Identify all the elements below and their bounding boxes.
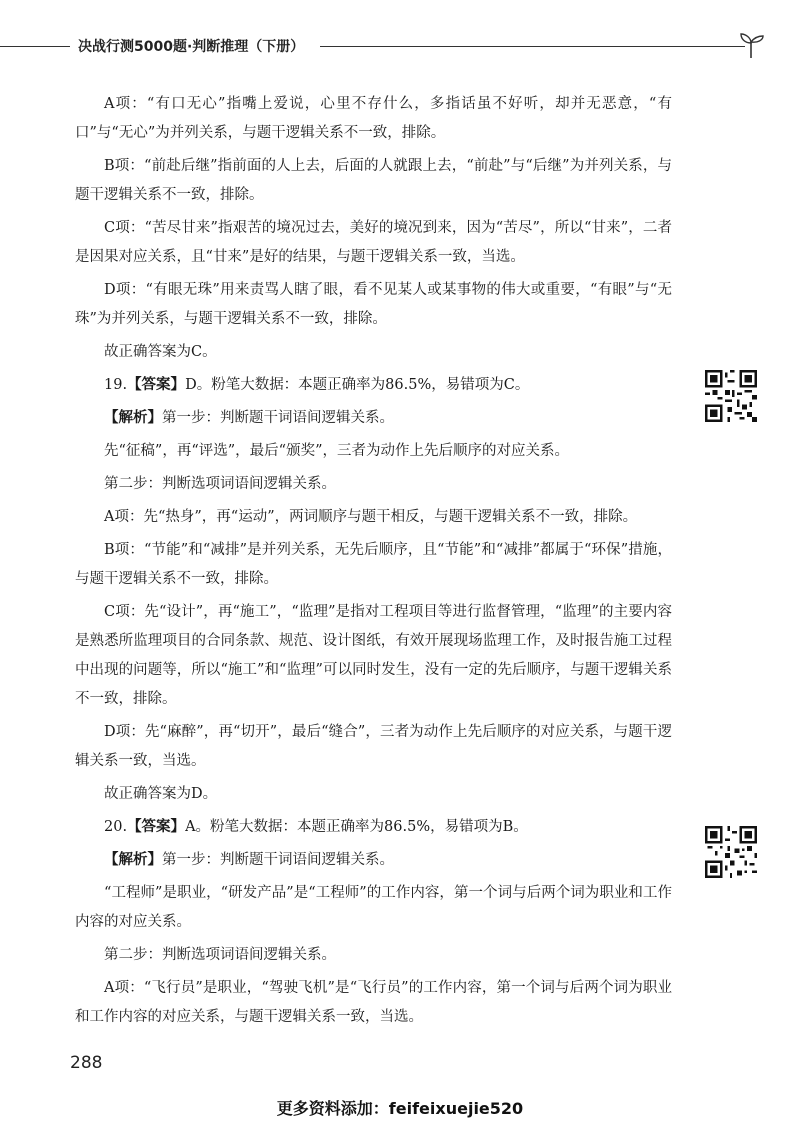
paragraph: C项：先“设计”，再“施工”，“监理”是指对工程项目等进行监督管理，“监理”的主要内容是熟悉所监理项目的合同条款、规范、设计图纸，有效开展现场监理工作，及时报告施工过程中出现的问题等，所以“施工”和“监理”可以同时发生，没有一定的先后顺序，与题干逻辑关系不一致，排除。 — [75, 604, 672, 707]
answer-label: 【答案】 — [127, 377, 186, 393]
paragraph: “工程师”是职业，“研发产品”是“工程师”的工作内容，第一个词与后两个词为职业和工作内容的对应关系。 — [75, 885, 672, 930]
header-rule-left — [0, 46, 70, 47]
analysis-step: 第一步：判断题干词语间逻辑关系。 — [162, 852, 394, 868]
page-number: 288 — [70, 1053, 103, 1073]
footer-note: 更多资料添加：feifeixuejie520 — [276, 1099, 524, 1118]
answer-text: A。粉笔大数据：本题正确率为86.5%，易错项为B。 — [185, 819, 528, 835]
paragraph: 第二步：判断选项词语间逻辑关系。 — [104, 476, 336, 492]
paragraph: D项：“有眼无珠”用来责骂人瞎了眼，看不见某人或某事物的伟大或重要，“有眼”与“无珠”为并列关系，与题干逻辑关系不一致，排除。 — [75, 282, 672, 327]
paragraph: 先“征稿”，再“评选”，最后“颁奖”，三者为动作上先后顺序的对应关系。 — [104, 443, 569, 459]
running-header — [0, 30, 800, 70]
answer-text: D。粉笔大数据：本题正确率为86.5%，易错项为C。 — [185, 377, 530, 393]
paragraph: C项：“苦尽甘来”指艰苦的境况过去，美好的境况到来，因为“苦尽”，所以“甘来”，二者是因果对应关系，且“甘来”是好的结果，与题干逻辑关系一致，当选。 — [75, 220, 672, 265]
question-number: 19. — [104, 377, 128, 393]
paragraph: A项：“飞行员”是职业，“驾驶飞机”是“飞行员”的工作内容，第一个词与后两个词为职业和工作内容的对应关系，与题干逻辑关系一致，当选。 — [75, 980, 672, 1025]
paragraph: 故正确答案为D。 — [104, 786, 218, 802]
book-title: 决战行测5000题·判断推理（下册） — [78, 39, 305, 55]
q19-analysis — [75, 404, 672, 433]
header-rule-right — [320, 46, 745, 47]
analysis-label: 【解析】 — [104, 410, 162, 426]
paragraph: B项：“节能”和“减排”是并列关系，无先后顺序，且“节能”和“减排”都属于“环保”措施，与题干逻辑关系不一致，排除。 — [75, 542, 672, 587]
paragraph: A项：“有口无心”指嘴上爱说，心里不存什么，多指话虽不好听，却并无恶意，“有口”与“无心”为并列关系，与题干逻辑关系不一致，排除。 — [75, 96, 672, 141]
analysis-step: 第一步：判断题干词语间逻辑关系。 — [162, 410, 394, 426]
q20-answer — [75, 813, 672, 842]
answer-label: 【答案】 — [127, 819, 186, 835]
paragraph: 故正确答案为C。 — [104, 344, 217, 360]
sprout-icon — [736, 30, 766, 60]
qr-code-icon[interactable] — [705, 370, 757, 422]
paragraph: B项：“前赴后继”指前面的人上去，后面的人就跟上去，“前赴”与“后继”为并列关系，与题干逻辑关系不一致，排除。 — [75, 158, 672, 203]
paragraph: D项：先“麻醉”，再“切开”，最后“缝合”，三者为动作上先后顺序的对应关系，与题干逻辑关系一致，当选。 — [75, 724, 672, 769]
qr-code-icon[interactable] — [705, 826, 757, 878]
page-body — [75, 90, 672, 1036]
analysis-label: 【解析】 — [104, 852, 162, 868]
paragraph: 第二步：判断选项词语间逻辑关系。 — [104, 947, 336, 963]
paragraph: A项：先“热身”，再“运动”，两词顺序与题干相反，与题干逻辑关系不一致，排除。 — [104, 509, 638, 525]
question-number: 20. — [104, 819, 128, 835]
q20-analysis — [75, 846, 672, 875]
q19-answer — [75, 371, 672, 400]
